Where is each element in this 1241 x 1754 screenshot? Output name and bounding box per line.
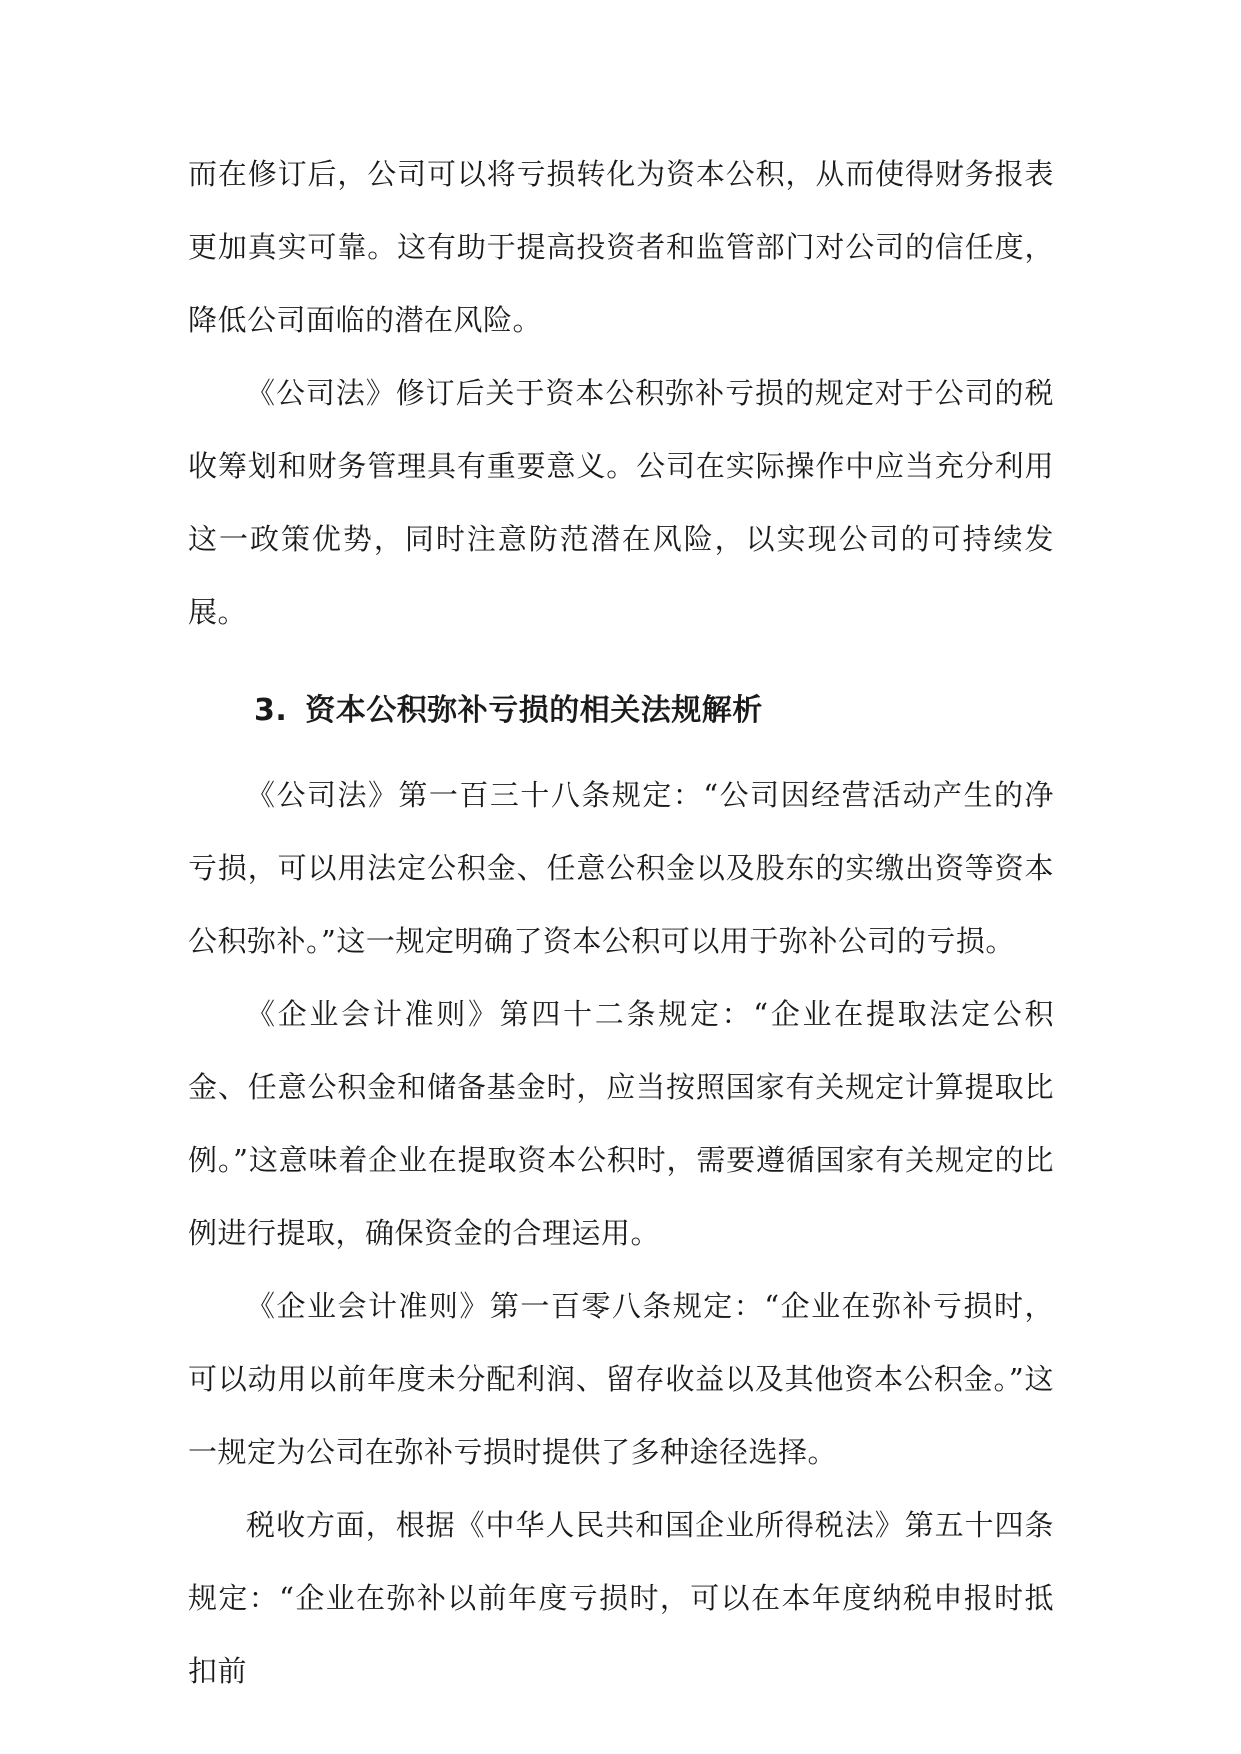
paragraph-company-law-article-138: 《公司法》第一百三十八条规定：“公司因经营活动产生的净亏损，可以用法定公积金、任意公积金以及股东的实缴出资等资本公积弥补。”这一规定明确了资本公积可以用于弥补公司的亏损。	[188, 778, 1054, 958]
section-number: 3.	[254, 693, 288, 728]
paragraph-accounting-standard-article-108: 《企业会计准则》第一百零八条规定：“企业在弥补亏损时，可以动用以前年度未分配利润、留存收益以及其他资本公积金。”这一规定为公司在弥补亏损时提供了多种途径选择。	[188, 1289, 1054, 1469]
paragraph-company-law-significance: 《公司法》修订后关于资本公积弥补亏损的规定对于公司的税收筹划和财务管理具有重要意义。公司在实际操作中应当充分利用这一政策优势，同时注意防范潜在风险，以实现公司的可持续发展。	[188, 376, 1054, 629]
paragraph-tax-law-article-54: 税收方面，根据《中华人民共和国企业所得税法》第五十四条规定：“企业在弥补以前年度亏损时，可以在本年度纳税申报时抵扣前	[188, 1508, 1054, 1688]
paragraph-accounting-standard-article-42: 《企业会计准则》第四十二条规定：“企业在提取法定公积金、任意公积金和储备基金时，应当按照国家有关规定计算提取比例。”这意味着企业在提取资本公积时，需要遵循国家有关规定的比例进行提取，确保资金的合理运用。	[188, 997, 1054, 1250]
section-title: 资本公积弥补亏损的相关法规解析	[305, 693, 763, 728]
document-body	[188, 138, 1054, 1708]
section-heading	[188, 683, 1054, 739]
paragraph-continuation: 而在修订后，公司可以将亏损转化为资本公积，从而使得财务报表更加真实可靠。这有助于提高投资者和监管部门对公司的信任度，降低公司面临的潜在风险。	[188, 157, 1054, 337]
